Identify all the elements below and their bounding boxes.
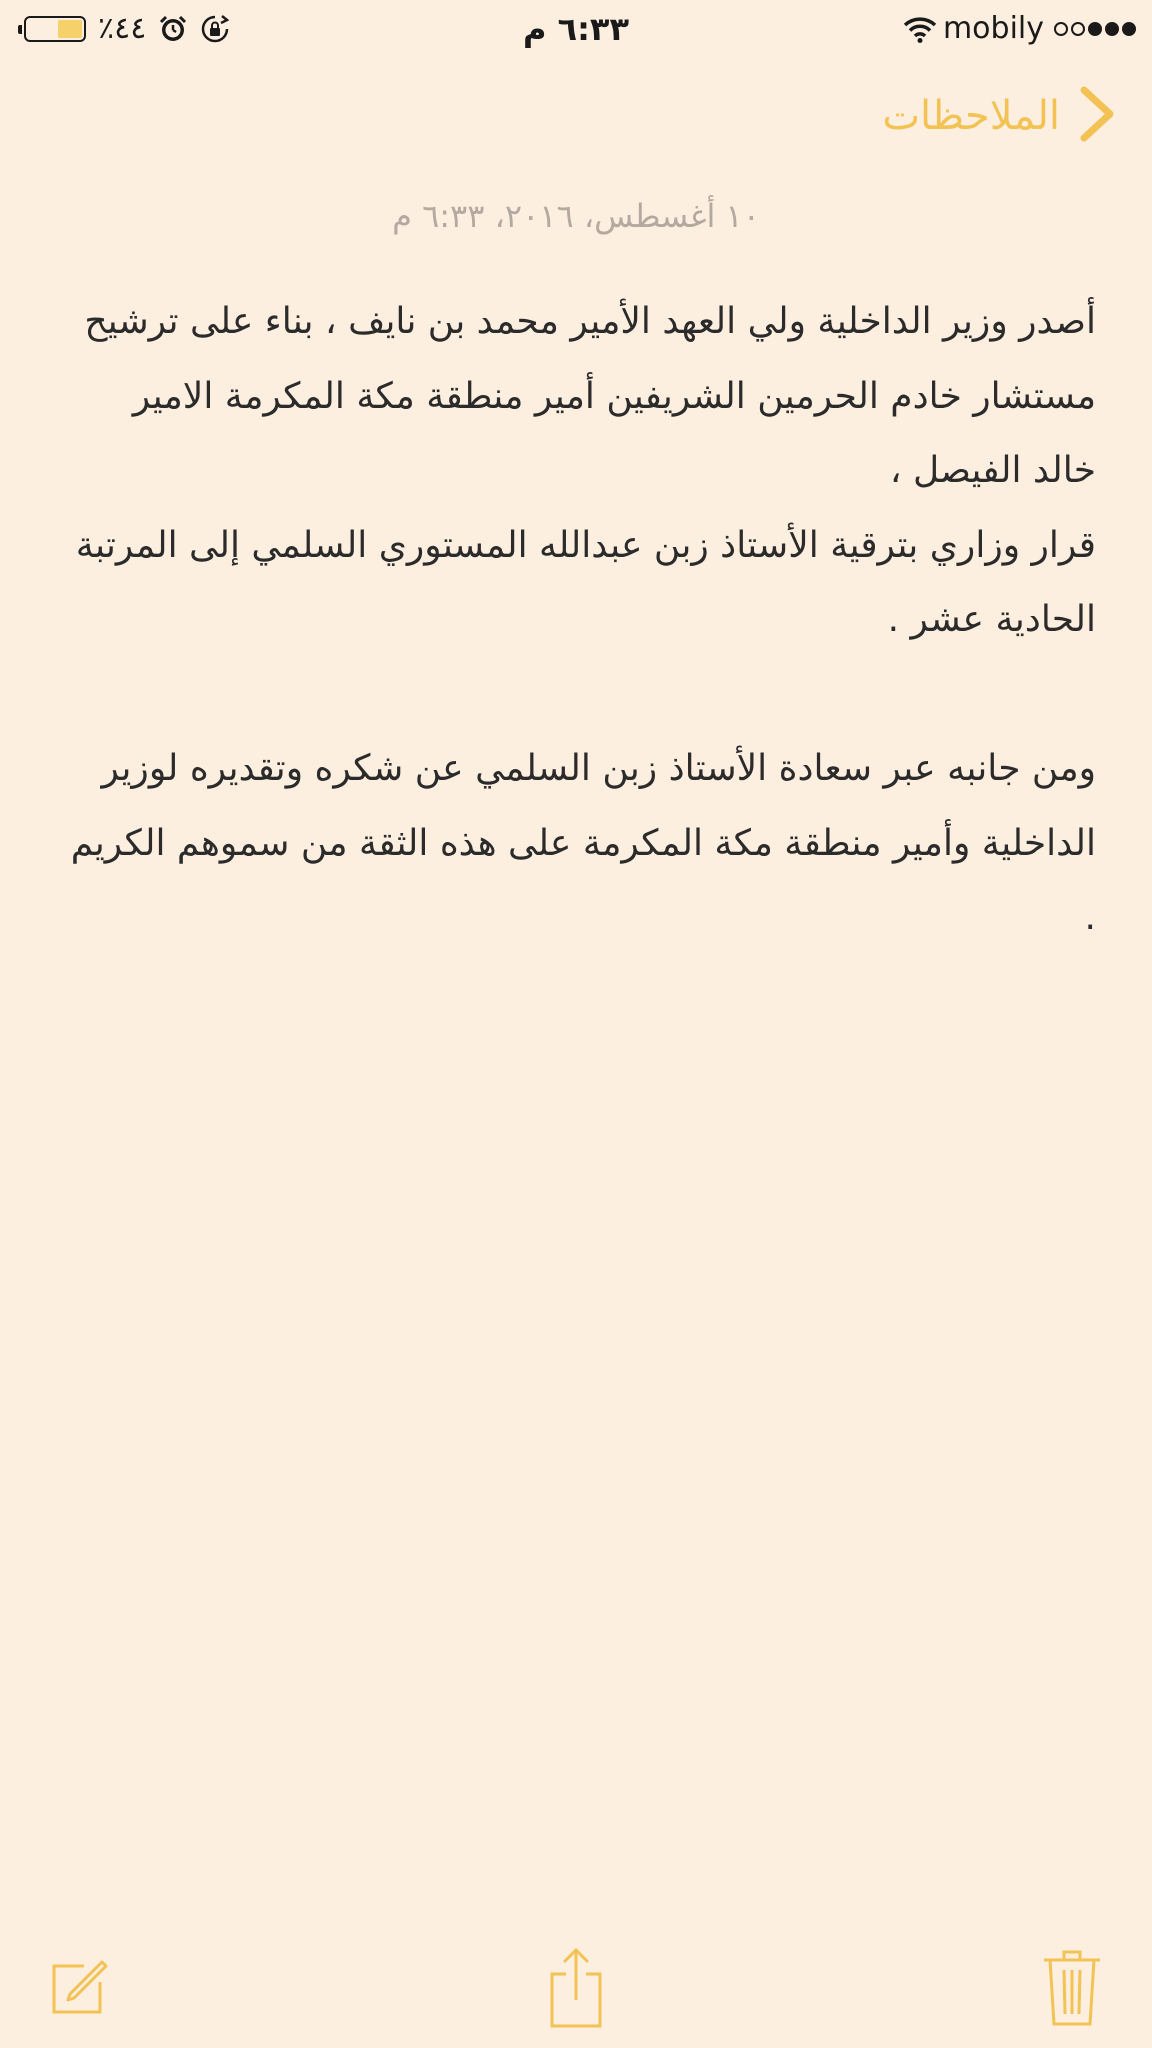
note-paragraph-1: أصدر وزير الداخلية ولي العهد الأمير محمد بن نايف ، بناء على ترشيح مستشار خادم الحرمين الشريفين أمير منطقة مكة المكرمة الامير خالد الفيصل ، — [84, 301, 1096, 491]
note-body[interactable] — [60, 285, 1096, 956]
paragraph-spacer — [60, 658, 1096, 733]
share-icon — [544, 1946, 608, 2034]
note-paragraph-3: ومن جانبه عبر سعادة الأستاذ زبن السلمي عن شكره وتقديره لوزير الداخلية وأمير منطقة مكة المكرمة على هذه الثقة من سموهم الكريم . — [70, 748, 1096, 938]
signal-dot — [1105, 22, 1119, 36]
chevron-right-icon — [1078, 84, 1118, 148]
back-button-label: الملاحظات — [882, 93, 1060, 139]
signal-strength-icon — [1054, 22, 1136, 36]
status-bar — [0, 0, 1152, 58]
carrier-name: mobily — [942, 11, 1044, 46]
trash-icon — [1040, 1948, 1104, 2032]
signal-dot — [1054, 22, 1068, 36]
back-to-notes-button[interactable] — [882, 82, 1118, 150]
compose-button[interactable] — [34, 1948, 118, 2032]
bottom-toolbar — [0, 1948, 1152, 2032]
signal-dot — [1071, 22, 1085, 36]
share-button[interactable] — [534, 1948, 618, 2032]
signal-dot — [1088, 22, 1102, 36]
compose-icon — [44, 1956, 108, 2024]
status-bar-time: ٦:٣٣ م — [523, 10, 629, 48]
note-paragraph-2: قرار وزاري بترقية الأستاذ زبن عبدالله المستوري السلمي إلى المرتبة الحادية عشر . — [75, 524, 1096, 640]
delete-button[interactable] — [1030, 1948, 1114, 2032]
wifi-icon — [903, 14, 933, 44]
status-bar-right — [903, 10, 1136, 48]
battery-percent: ٪٤٤ — [98, 11, 147, 46]
note-date: ١٠ أغسطس، ٢٠١٦، ٦:٣٣ م — [392, 197, 760, 235]
signal-dot — [1122, 22, 1136, 36]
